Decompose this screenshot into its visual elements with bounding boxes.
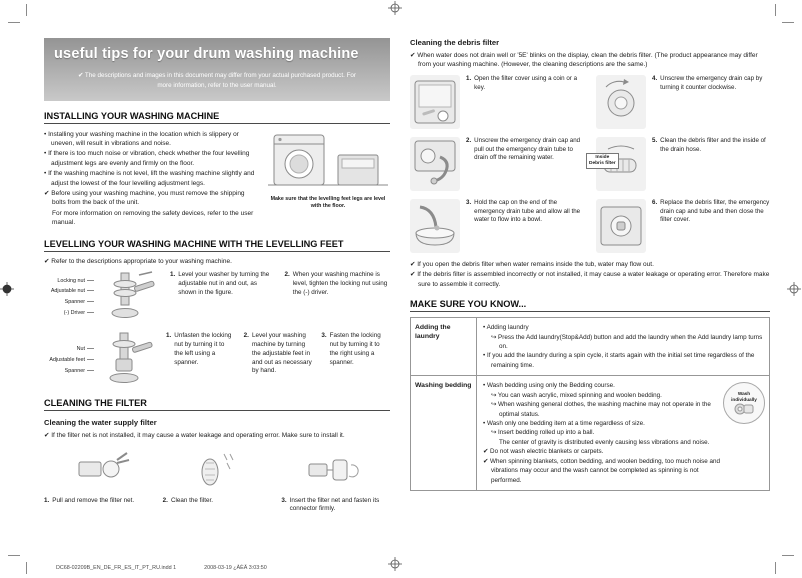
- water-filter-note: ✔ If the filter net is not installed, it may cause a water leakage and operating error. Make sure to install it.: [44, 432, 345, 440]
- step: [163, 497, 272, 515]
- step-text: Level your washer by turning the adjustable nut in and out, as shown in the figure.: [178, 271, 270, 296]
- inside-debris-filter-label: [586, 153, 619, 169]
- crop-mark: [775, 562, 776, 574]
- diagram-label: (-) Driver: [44, 308, 94, 319]
- insert-filter-net-illustration-icon: [303, 448, 361, 492]
- washer-illustration-icon: [266, 131, 390, 189]
- adjustable-feet-illustration-icon: [94, 332, 154, 388]
- debris-steps-grid: [410, 75, 770, 253]
- open-filter-cover-illustration-icon: [410, 75, 460, 129]
- section-heading-levelling: LEVELLING YOUR WASHING MACHINE WITH THE LEVELLING FEET: [44, 239, 390, 252]
- registration-mark-bottom: [388, 557, 402, 571]
- info-line: • Adding laundry: [483, 324, 529, 332]
- debris-step-image: [596, 199, 646, 253]
- step-number: 1.: [44, 496, 50, 504]
- step-text: Unscrew the emergency drain cap by turning it counter clockwise.: [660, 74, 763, 91]
- adjustable-nut-illustration-icon: [94, 271, 158, 323]
- debris-step-cell: [589, 136, 770, 191]
- step-text: When your washing machine is level, tighten the locking nut using the (-) driver.: [292, 271, 388, 296]
- badge-text: Wash individually: [731, 391, 757, 402]
- debris-step-cell: [410, 75, 584, 129]
- debris-warning-note: ✔ If you open the debris filter when water remains inside the tub, water may flow out.: [410, 260, 654, 268]
- registration-mark-right: [787, 282, 801, 296]
- debris-step-cell: [410, 137, 584, 191]
- crop-mark: [782, 555, 794, 556]
- drain-into-bowl-illustration-icon: [410, 199, 460, 253]
- footer-date: 2008-03-19 ¿ÀÈÄ 3:03:50: [204, 565, 267, 571]
- unscrew-drain-cap-illustration-icon: [596, 75, 646, 129]
- leader-line: [87, 359, 94, 360]
- step-number: 1.: [466, 74, 472, 82]
- water-filter-images: [44, 448, 390, 492]
- debris-step-image: [410, 75, 460, 129]
- step: [244, 332, 313, 376]
- clean-filter-illustration-icon: [188, 448, 246, 492]
- step-number: 2.: [284, 271, 290, 279]
- step-text: Unfasten the locking nut by turning it to the left using a spanner.: [174, 332, 232, 366]
- info-line: ✔ Do not wash electric blankets or carpets.: [483, 448, 604, 456]
- pull-filter-net-illustration-icon: [73, 448, 131, 492]
- registration-icon: [388, 557, 402, 571]
- step-text: Fasten the locking nut by turning it to the right using a spanner.: [329, 332, 381, 366]
- diagram-label: Nut: [44, 344, 94, 355]
- info-line: ↪ Press the Add laundry(Stop&Add) button and add the laundry when the Add laundry lamp turns on.: [491, 333, 763, 350]
- debris-step-cell: [410, 199, 584, 253]
- levelling-row-1: [44, 271, 390, 323]
- info-line: • Wash bedding using only the Bedding course.: [483, 382, 615, 390]
- levelling-steps-1: [170, 271, 390, 297]
- leader-line: [87, 312, 94, 313]
- title-banner: [44, 38, 390, 101]
- info-line: ↪ Insert bedding rolled up into a ball.: [491, 429, 595, 437]
- debris-step-image: [589, 137, 646, 191]
- step: [170, 271, 276, 297]
- print-footer: [56, 565, 267, 571]
- banner-note: ✔ The descriptions and images in this document may differ from your actual purchased product. For more information, refer to the user manual.: [77, 72, 357, 89]
- install-bullet: • If the washing machine is not level, lift the washing machine slightly and adjust the lowest of the four levelling adjustment legs.: [44, 170, 255, 187]
- step: [285, 271, 391, 297]
- left-column: [44, 38, 390, 514]
- install-bullet: • If there is too much noise or vibration, check whether the four levelling adjustment legs are evenly and firmly on the floor.: [44, 150, 250, 167]
- diagram-label: Adjustable feet: [44, 355, 94, 366]
- step-number: 2.: [466, 136, 472, 144]
- crop-mark: [8, 555, 20, 556]
- diagram-labels: [44, 276, 94, 319]
- leader-line: [87, 348, 94, 349]
- step-text: Clean the debris filter and the inside of the drain hose.: [660, 136, 766, 153]
- step: [321, 332, 390, 376]
- levelling-diagram-1: [44, 271, 166, 323]
- step: [44, 497, 153, 515]
- wash-individually-badge: [723, 382, 765, 424]
- water-filter-steps: [44, 497, 390, 515]
- step-text: Level your washing machine by turning the adjustable feet in and out as necessary by hand.: [251, 332, 312, 375]
- bedding-roll-icon: [734, 403, 754, 415]
- table-row: [411, 376, 769, 490]
- step-text: Hold the cap on the end of the emergency drain tube and allow all the water to flow into a bowl.: [474, 198, 581, 224]
- debris-filter-note: ✔ When water does not drain well or '5E' blinks on the display, clean the debris filter. (The product appearance may differ from your washing machine. (However, the cleaning descriptions are the same.): [410, 52, 758, 69]
- step-text: Clean the filter.: [170, 496, 213, 504]
- section-heading-make-sure: MAKE SURE YOU KNOW...: [410, 299, 770, 312]
- section-heading-cleaning-filter: CLEANING THE FILTER: [44, 398, 390, 411]
- leader-line: [87, 290, 94, 291]
- debris-step-image: [596, 75, 646, 129]
- diagram-label: Spanner: [44, 297, 94, 308]
- pull-drain-tube-illustration-icon: [410, 137, 460, 191]
- diagram-label: Adjustable nut: [44, 286, 94, 297]
- debris-step-image: [410, 199, 460, 253]
- diagram-labels: [44, 344, 94, 376]
- inside-label-line: Debris filter: [589, 161, 616, 167]
- step: [166, 332, 235, 376]
- inside-label-line: Inside: [595, 154, 610, 160]
- registration-icon: [388, 1, 402, 15]
- levelling-diagram-2: [44, 332, 162, 388]
- step: [281, 497, 390, 515]
- registration-icon: [787, 282, 801, 296]
- leader-line: [87, 301, 94, 302]
- install-check-note-cont: For more information on removing the safety devices, refer to the user manual.: [52, 209, 254, 227]
- debris-step: [652, 137, 770, 191]
- step-text: Replace the debris filter, the emergency drain cap and tube and then close the filter cover.: [660, 198, 770, 224]
- step-number: 3.: [466, 198, 472, 206]
- levelling-intro-note: ✔ Refer to the descriptions appropriate to your washing machine.: [44, 257, 232, 265]
- row-label: Adding the laundry: [411, 318, 477, 375]
- section-heading-installing: INSTALLING YOUR WASHING MACHINE: [44, 111, 390, 124]
- step-text: Open the filter cover using a coin or a key.: [474, 74, 578, 91]
- step-number: 5.: [652, 136, 658, 144]
- subheading-debris-filter: Cleaning the debris filter: [410, 38, 500, 47]
- info-line: ↪ When washing general clothes, the washing machine may not operate in the optimal status.: [491, 401, 711, 418]
- crop-mark: [8, 22, 20, 23]
- row-label: Washing bedding: [411, 376, 477, 490]
- debris-step: [466, 199, 584, 253]
- info-line: • If you add the laundry during a spin cycle, it starts again with the initial set time regardless of the remaining time.: [483, 352, 755, 369]
- leader-line: [87, 370, 94, 371]
- info-line: ↪ You can wash acrylic, mixed spinning and woolen bedding.: [491, 391, 662, 399]
- step-number: 2.: [243, 332, 249, 340]
- debris-step: [652, 75, 770, 129]
- levelling-steps-2: [166, 332, 390, 376]
- row-content: [477, 376, 769, 490]
- step-text: Pull and remove the filter net.: [52, 496, 135, 504]
- debris-step: [466, 137, 584, 191]
- debris-step-cell: [596, 199, 770, 253]
- step-number: 2.: [162, 496, 168, 504]
- subheading-water-supply-filter: Cleaning the water supply filter: [44, 418, 157, 428]
- washer-figure-caption: Make sure that the levelling feet legs are level with the floor.: [270, 195, 386, 209]
- crop-mark: [26, 4, 27, 16]
- step-text: Unscrew the emergency drain cap and pull out the emergency drain tube to drain off the remaining water.: [474, 136, 581, 162]
- debris-step-cell: [596, 75, 770, 129]
- install-check-note: ✔ Before using your washing machine, you must remove the shipping bolts from the back of the unit.: [44, 190, 245, 207]
- row-content: [477, 318, 769, 375]
- step-text: Insert the filter net and fasten its connector firmly.: [289, 496, 380, 513]
- registration-mark-left: [0, 282, 14, 296]
- step-number: 6.: [652, 198, 658, 206]
- installing-block: [44, 129, 390, 229]
- debris-step-image: [410, 137, 460, 191]
- info-line: The center of gravity is distributed evenly causing less vibrations and noise.: [499, 438, 710, 446]
- right-column: [410, 38, 770, 491]
- registration-mark-top: [388, 1, 402, 15]
- step-number: 1.: [170, 271, 176, 279]
- debris-warning-note: ✔ If the debris filter is assembled incorrectly or not installed, it may cause a water leakage or operating error. Therefore make sure to assemble it correctly.: [410, 271, 770, 288]
- diagram-label: Locking nut: [44, 276, 94, 287]
- step-number: 3.: [281, 496, 287, 504]
- levelling-row-2: [44, 332, 390, 388]
- info-line: ✔ When spinning blankets, cotton bedding, and woolen bedding, too much noise and vibrations may occur and the wash cannot be completed as spinning is not performed.: [483, 457, 721, 484]
- info-table: [410, 317, 770, 491]
- crop-mark: [775, 4, 776, 16]
- page-title: useful tips for your drum washing machine: [54, 46, 359, 62]
- install-bullet: • Installing your washing machine in the location which is slippery or uneven, will result in vibrations and noise.: [44, 130, 239, 147]
- crop-mark: [26, 562, 27, 574]
- debris-step: [652, 199, 770, 253]
- replace-debris-filter-illustration-icon: [596, 199, 646, 253]
- table-row: [411, 318, 769, 376]
- registration-icon: [0, 282, 14, 296]
- washer-figure: [266, 131, 390, 210]
- info-line: • Wash only one bedding item at a time regardless of size.: [483, 420, 645, 428]
- footer-filename: DC68-02209B_EN_DE_FR_ES_IT_PT_RU.indd 1: [56, 565, 177, 571]
- crop-mark: [782, 22, 794, 23]
- diagram-label: Spanner: [44, 366, 94, 377]
- step-number: 1.: [166, 332, 172, 340]
- step-number: 3.: [321, 332, 327, 340]
- step-number: 4.: [652, 74, 658, 82]
- leader-line: [87, 280, 94, 281]
- debris-step: [466, 75, 584, 129]
